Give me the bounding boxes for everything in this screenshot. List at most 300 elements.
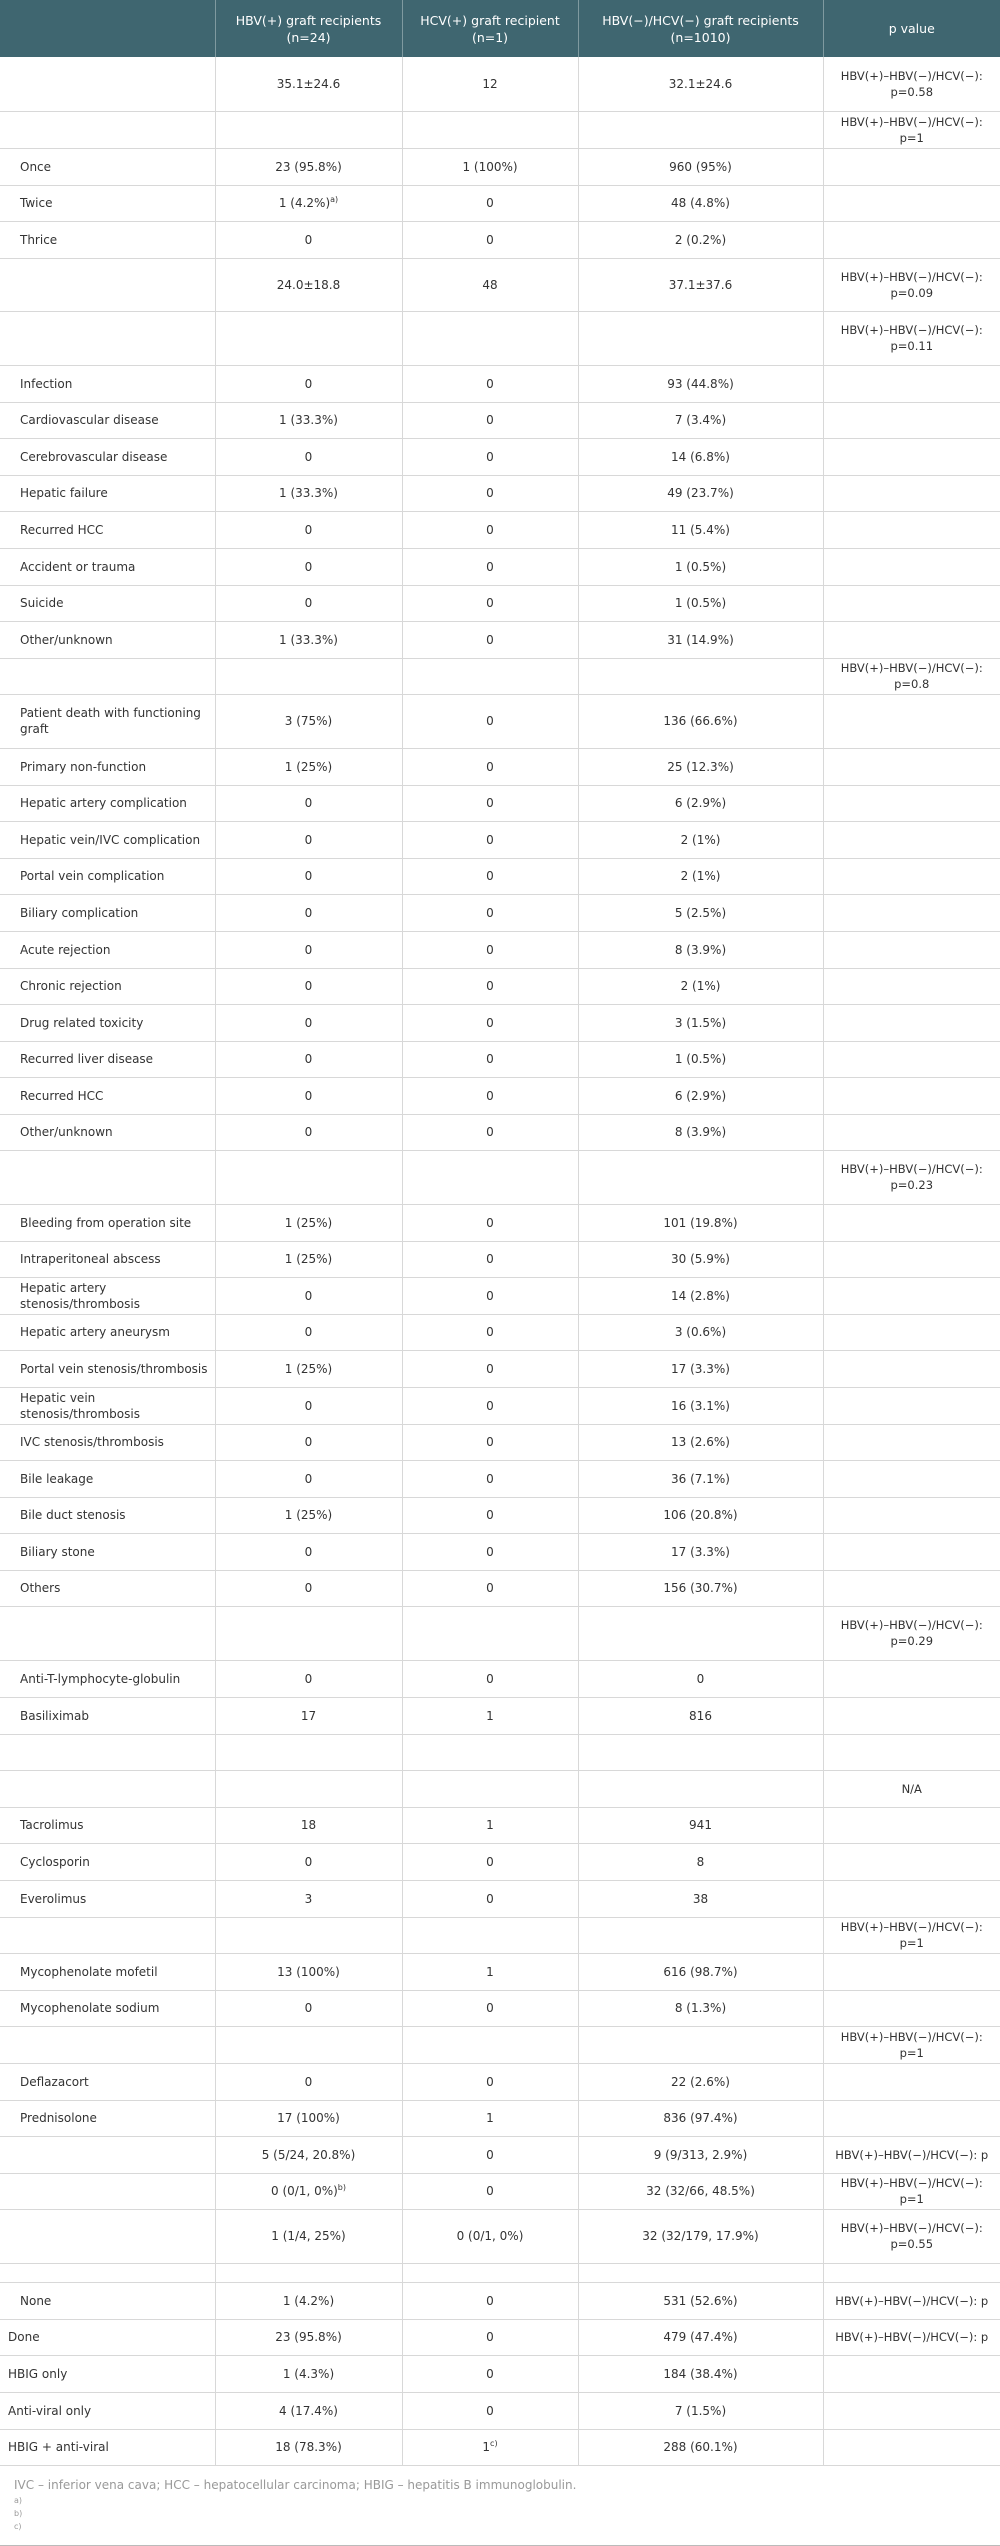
row-label [0,621,215,658]
p-value-cell [823,748,1000,785]
p-value-cell [823,1424,1000,1460]
table-row [0,548,1000,585]
cell-text: 2 (1%) [680,979,721,993]
hcv-positive-cell [402,1697,578,1734]
cell-text: 101 (19.8%) [663,1215,738,1230]
row-label [0,111,215,148]
p-value-cell [823,2392,1000,2429]
table-row [0,785,1000,821]
p-value-cell [823,1460,1000,1497]
table-row [0,1697,1000,1734]
hbv-hcv-negative-cell [578,1460,823,1497]
hbv-positive-cell [215,1953,402,1990]
hbv-hcv-negative-cell [578,1697,823,1734]
cell-text: 38 [692,1891,709,1906]
hbv-hcv-negative-cell [578,1570,823,1606]
row-label [0,1917,215,1953]
cell-text: HBV(+)–HBV(−)/HCV(−): p=0.11 [840,323,983,353]
table-row [0,1114,1000,1150]
cell-text: 32 (32/179, 17.9%) [642,2229,759,2243]
table-row [0,402,1000,438]
cell-text: 1 (4.2%) [282,2293,335,2308]
hcv-positive-cell [402,2209,578,2263]
hbv-hcv-negative-cell [578,748,823,785]
footnote-ref: a) [330,195,339,204]
cell-text: Suicide [20,596,64,610]
p-value-cell [823,2026,1000,2063]
cell-text: IVC stenosis/thrombosis [20,1435,164,1449]
table-row [0,2209,1000,2263]
cell-text: 0 [304,1854,313,1869]
cell-text: HBV(+)–HBV(−)/HCV(−): p [835,2147,989,2162]
cell-text: 0 [304,832,313,847]
hbv-positive-cell [215,1533,402,1570]
header-hcv-positive: HCV(+) graft recipient (n=1) [402,0,578,57]
cell-text: Hepatic failure [20,486,108,500]
table-row [0,1843,1000,1880]
row-label [0,1880,215,1917]
table-footer [0,2466,1000,2533]
hbv-positive-cell [215,1424,402,1460]
p-value-cell [823,1314,1000,1350]
cell-text: 1 (25%) [284,1361,333,1376]
row-label [0,1350,215,1387]
hbv-hcv-negative-cell [578,438,823,475]
cell-text: Mycophenolate sodium [20,2001,160,2015]
table-row [0,1917,1000,1953]
hbv-positive-cell [215,968,402,1004]
cell-text: 5 (5/24, 20.8%) [261,2147,356,2162]
hbv-positive-cell [215,2392,402,2429]
p-value-cell [823,2263,1000,2282]
cell-text: HBV(+)–HBV(−)/HCV(−): p=0.09 [840,269,983,300]
cell-text: Everolimus [20,1891,87,1906]
cell-text: 1 (4.2%) [278,196,331,210]
hbv-positive-cell [215,1204,402,1241]
row-label [0,1606,215,1660]
header-hbv-hcv-negative: HBV(−)/HCV(−) graft recipients (n=1010) [578,0,823,57]
row-label [0,821,215,858]
footnote-ref: c) [490,2439,498,2448]
hbv-positive-cell [215,658,402,694]
row-label [0,221,215,258]
cell-text: 0 [486,1215,494,1230]
hcv-positive-cell [402,2173,578,2209]
table-row [0,658,1000,694]
cell-text: 0 [304,449,313,464]
cell-text: 0 [304,942,313,957]
hbv-hcv-negative-cell [578,785,823,821]
hcv-positive-cell [402,1953,578,1990]
hbv-hcv-negative-cell [578,1041,823,1077]
p-value-cell [823,894,1000,931]
cell-text: 1 (33.3%) [279,632,338,647]
hbv-positive-cell [215,1880,402,1917]
cell-text: 0 [486,1544,494,1559]
hcv-positive-cell [402,1150,578,1204]
cell-text: 9 (9/313, 2.9%) [653,2147,748,2162]
row-label [0,894,215,931]
hbv-hcv-negative-cell [578,658,823,694]
cell-text: HBV(+)–HBV(−)/HCV(−): p [835,2293,989,2308]
cell-text: 0 [486,413,494,427]
hbv-positive-cell [215,1241,402,1277]
row-label [0,2173,215,2209]
cell-text: 25 (12.3%) [667,759,734,774]
row-label [0,2355,215,2392]
row-label [0,1734,215,1770]
cell-text: Infection [20,376,73,391]
cell-text: Recurred HCC [20,1088,104,1103]
cell-text: 1 [486,2111,494,2125]
hbv-positive-cell [215,2100,402,2136]
table-row [0,148,1000,185]
cell-text: Hepatic vein stenosis/thrombosis [20,1390,140,1421]
cell-text: Hepatic artery complication [20,796,187,810]
table-row [0,1497,1000,1533]
cell-text: 0 [486,1052,494,1066]
hbv-hcv-negative-cell [578,2209,823,2263]
hcv-positive-cell [402,1990,578,2026]
cell-text: 12 [482,76,498,91]
p-value-cell [823,2100,1000,2136]
p-value-cell [823,1917,1000,1953]
p-value-cell [823,621,1000,658]
p-value-cell [823,2173,1000,2209]
cell-text: 1 (33.3%) [279,413,338,427]
row-label [0,1150,215,1204]
cell-text: 17 (100%) [277,2111,340,2125]
hbv-positive-cell [215,1990,402,2026]
cell-text: 136 (66.6%) [663,714,738,728]
hbv-positive-cell [215,1606,402,1660]
hbv-hcv-negative-cell [578,475,823,511]
hbv-positive-cell [215,1387,402,1424]
table-row [0,221,1000,258]
hbv-hcv-negative-cell [578,1150,823,1204]
cell-text: 7 (1.5%) [674,2403,727,2418]
row-label [0,365,215,402]
p-value-cell [823,1660,1000,1697]
p-value-cell [823,111,1000,148]
cell-text: HBV(+)–HBV(−)/HCV(−): p=1 [840,2029,983,2060]
cell-text: 836 (97.4%) [663,2111,738,2125]
cell-text: 531 (52.6%) [663,2293,738,2308]
table-row [0,365,1000,402]
cell-text: 17 (3.3%) [671,1544,730,1559]
cell-text: 0 [486,2147,494,2162]
cell-text: 6 (2.9%) [674,1088,727,1103]
cell-text: 0 [486,196,494,210]
cell-text: 32.1±24.6 [668,76,733,91]
hcv-positive-cell [402,2026,578,2063]
hcv-positive-cell [402,1004,578,1041]
hcv-positive-cell [402,1843,578,1880]
cell-text: 0 [486,1015,494,1030]
hcv-positive-cell [402,1387,578,1424]
p-value-cell [823,1150,1000,1204]
cell-text: 0 [304,1325,313,1339]
hcv-positive-cell [402,258,578,311]
hbv-hcv-negative-cell [578,221,823,258]
hcv-positive-cell [402,621,578,658]
p-value-cell [823,858,1000,894]
table-row [0,311,1000,365]
hcv-positive-cell [402,2136,578,2173]
cell-text: Biliary stone [20,1544,95,1559]
hbv-hcv-negative-cell [578,585,823,621]
hbv-positive-cell [215,548,402,585]
table-row [0,1314,1000,1350]
cell-text: 0 [486,632,494,647]
cell-text: 0 [304,1544,313,1559]
row-label [0,548,215,585]
hcv-positive-cell [402,1770,578,1807]
table-row [0,2429,1000,2465]
cell-text: Recurred HCC [20,522,104,537]
cell-text: Mycophenolate mofetil [20,1964,158,1979]
cell-text: Other/unknown [20,632,113,647]
cell-text: 0 [304,1435,313,1449]
cell-text: 0 [304,1471,313,1486]
hcv-positive-cell [402,894,578,931]
hbv-positive-cell [215,1150,402,1204]
cell-text: Thrice [20,232,58,247]
p-value-cell [823,1953,1000,1990]
hbv-hcv-negative-cell [578,1880,823,1917]
hcv-positive-cell [402,2263,578,2282]
hbv-positive-cell [215,785,402,821]
cell-text: 30 (5.9%) [671,1252,730,1266]
hcv-positive-cell [402,1077,578,1114]
cell-text: 0 [304,1581,313,1595]
table-row [0,821,1000,858]
hcv-positive-cell [402,585,578,621]
hbv-positive-cell [215,475,402,511]
table-row [0,585,1000,621]
hbv-positive-cell [215,821,402,858]
row-label [0,2063,215,2100]
hcv-positive-cell [402,931,578,968]
p-value-cell [823,148,1000,185]
hcv-positive-cell [402,658,578,694]
cell-text: 18 [300,1818,317,1832]
hcv-positive-cell [402,821,578,858]
cell-text: 0 [304,905,313,920]
cell-text: 13 (2.6%) [671,1435,730,1449]
p-value-cell [823,258,1000,311]
hbv-hcv-negative-cell [578,1606,823,1660]
row-label [0,2319,215,2355]
hbv-hcv-negative-cell [578,858,823,894]
cell-text: Primary non-function [20,759,147,774]
hcv-positive-cell [402,402,578,438]
cell-text: 2 (1%) [680,869,721,883]
p-value-cell [823,2319,1000,2355]
cell-text: 8 (3.9%) [674,942,727,957]
table-row [0,258,1000,311]
cell-text: 0 [486,376,494,391]
row-label [0,1241,215,1277]
table-row [0,931,1000,968]
hbv-positive-cell [215,894,402,931]
row-label [0,1660,215,1697]
cell-text: 0 [304,1398,313,1413]
cell-text: Cyclosporin [20,1854,90,1869]
table-row [0,1570,1000,1606]
hbv-positive-cell [215,1497,402,1533]
cell-text: 1 (25%) [284,759,333,774]
hbv-hcv-negative-cell [578,968,823,1004]
hcv-positive-cell [402,785,578,821]
cell-text: 1 (25%) [284,1215,333,1230]
row-label [0,1204,215,1241]
row-label [0,2026,215,2063]
cell-text: Others [20,1581,61,1595]
table-row [0,2063,1000,2100]
cell-text: 2 (0.2%) [674,232,727,247]
footer-rule [0,2545,1000,2546]
hbv-positive-cell [215,1460,402,1497]
hbv-positive-cell [215,365,402,402]
row-label [0,2282,215,2319]
hcv-positive-cell [402,2355,578,2392]
hbv-positive-cell [215,1807,402,1843]
hbv-positive-cell [215,311,402,365]
hcv-positive-cell [402,1880,578,1917]
cell-text: 0 [304,1288,313,1303]
cell-text: 0 [486,1508,494,1522]
hcv-positive-cell [402,2392,578,2429]
hbv-positive-cell [215,2173,402,2209]
table-row [0,1533,1000,1570]
cell-text: HBV(+)–HBV(−)/HCV(−): p=0.29 [840,1618,983,1648]
table-row [0,57,1000,111]
cell-text: 0 [486,1471,494,1486]
hcv-positive-cell [402,1734,578,1770]
p-value-cell [823,1880,1000,1917]
p-value-cell [823,1204,1000,1241]
hbv-hcv-negative-cell [578,621,823,658]
cell-text: 0 [486,559,494,574]
hbv-hcv-negative-cell [578,1734,823,1770]
hbv-hcv-negative-cell [578,1387,823,1424]
row-label [0,1460,215,1497]
cell-text: Bile leakage [20,1471,94,1486]
hbv-hcv-negative-cell [578,185,823,221]
hcv-positive-cell [402,2063,578,2100]
cell-text: 0 [304,869,313,883]
row-label [0,2263,215,2282]
hcv-positive-cell [402,2429,578,2465]
table-row [0,1660,1000,1697]
hbv-hcv-negative-cell [578,148,823,185]
hbv-positive-cell [215,511,402,548]
hbv-hcv-negative-cell [578,1004,823,1041]
row-label [0,2136,215,2173]
cell-text: 4 (17.4%) [279,2403,338,2418]
cell-text: 1 (0.5%) [674,596,727,610]
row-label [0,185,215,221]
cell-text: 1 [486,1818,494,1832]
cell-text: 0 (0/1, 0%) [271,2184,338,2198]
cell-text: 0 [304,1125,313,1139]
table-row [0,438,1000,475]
p-value-cell [823,1734,1000,1770]
p-value-cell [823,1843,1000,1880]
row-label [0,2429,215,2465]
cell-text: 35.1±24.6 [276,76,341,91]
hbv-hcv-negative-cell [578,2429,823,2465]
p-value-cell [823,2355,1000,2392]
cell-text: 23 (95.8%) [275,2330,342,2344]
hbv-positive-cell [215,1314,402,1350]
row-label [0,511,215,548]
cell-text: 3 (0.6%) [674,1325,727,1339]
hbv-positive-cell [215,2209,402,2263]
hbv-hcv-negative-cell [578,1533,823,1570]
hbv-positive-cell [215,438,402,475]
cell-text: Chronic rejection [20,979,122,993]
p-value-cell [823,1770,1000,1807]
hbv-positive-cell [215,1843,402,1880]
table-row [0,2282,1000,2319]
hcv-positive-cell [402,2282,578,2319]
cell-text: 0 [486,2074,494,2089]
cell-text: 941 [689,1818,712,1832]
cell-text: 0 [486,1398,494,1413]
hbv-positive-cell [215,2282,402,2319]
cell-text: 1 (1/4, 25%) [271,2229,346,2243]
hcv-positive-cell [402,1314,578,1350]
row-label [0,658,215,694]
hbv-hcv-negative-cell [578,548,823,585]
row-label [0,1533,215,1570]
cell-text: 0 [304,2001,313,2015]
table-row [0,475,1000,511]
hbv-hcv-negative-cell [578,1077,823,1114]
p-value-cell [823,1990,1000,2026]
hbv-positive-cell [215,2355,402,2392]
cell-text: Portal vein stenosis/thrombosis [20,1361,208,1376]
cell-text: 0 [304,2074,313,2089]
hbv-hcv-negative-cell [578,111,823,148]
hbv-positive-cell [215,2429,402,2465]
hbv-hcv-negative-cell [578,311,823,365]
hcv-positive-cell [402,1570,578,1606]
cell-text: Tacrolimus [20,1818,84,1832]
cell-text: 0 [486,1854,494,1869]
hbv-positive-cell [215,585,402,621]
cell-text: 0 [486,2330,494,2344]
hcv-positive-cell [402,548,578,585]
cell-text: 3 (1.5%) [674,1015,727,1030]
hcv-positive-cell [402,694,578,748]
p-value-cell [823,548,1000,585]
cell-text: 0 [486,1088,494,1103]
p-value-cell [823,1697,1000,1734]
table-row [0,1424,1000,1460]
row-label [0,1697,215,1734]
hbv-hcv-negative-cell [578,2263,823,2282]
cell-text: 13 (100%) [277,1964,340,1979]
row-label [0,438,215,475]
hbv-positive-cell [215,111,402,148]
p-value-cell [823,365,1000,402]
cell-text: 1 (33.3%) [279,486,338,500]
hbv-positive-cell [215,2026,402,2063]
hbv-hcv-negative-cell [578,1660,823,1697]
